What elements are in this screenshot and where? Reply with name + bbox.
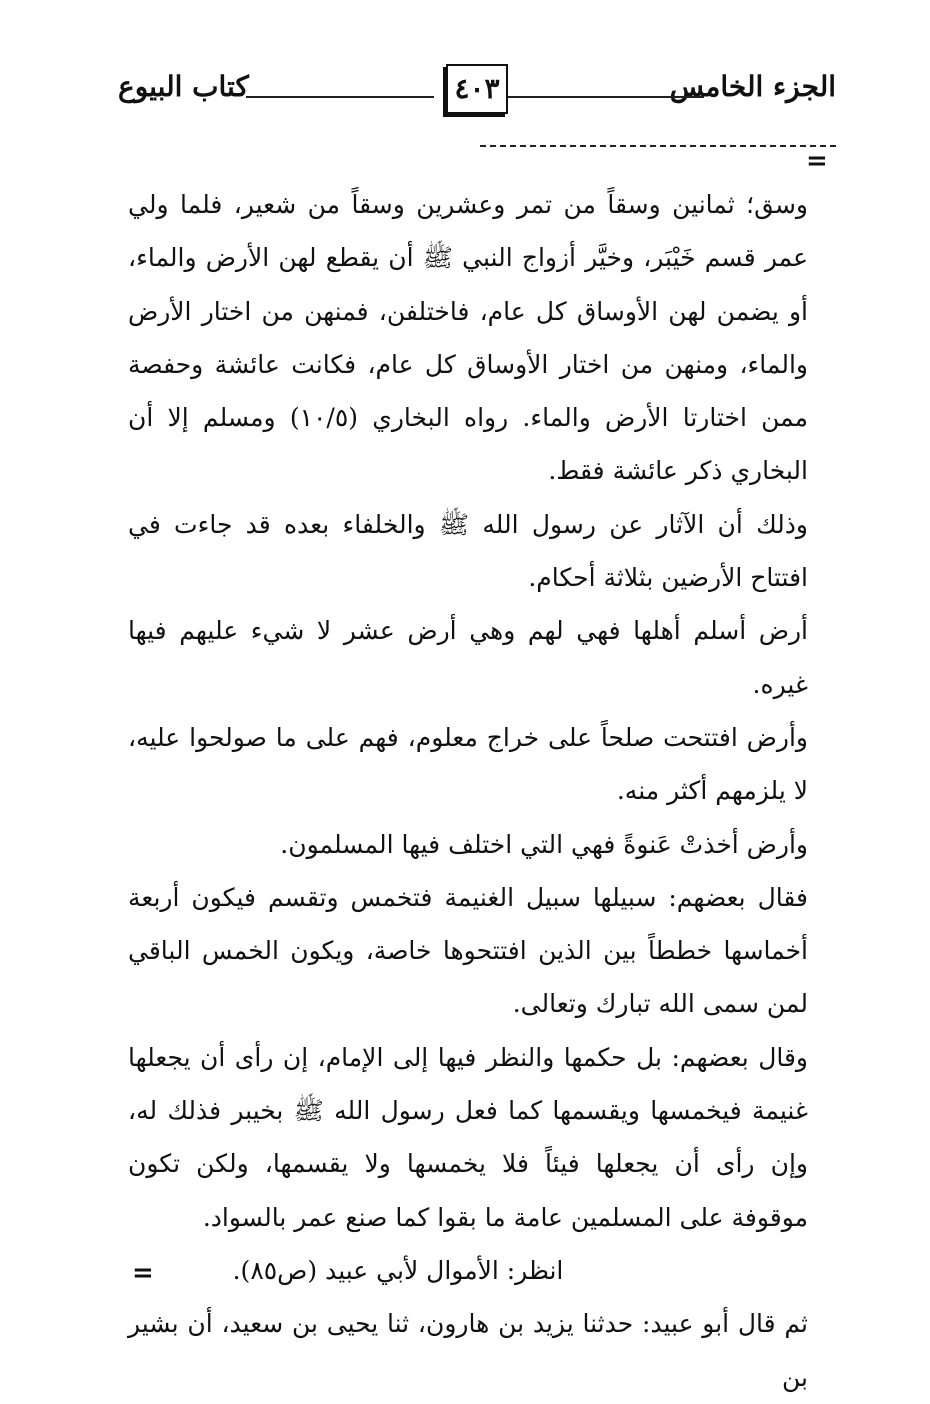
- paragraph-isnad: ثم قال أبو عبيد: حدثنا يزيد بن هارون، ثنا يحيى بن سعيد، أن بشير بن: [128, 1309, 808, 1392]
- part-title: الجزء الخامس: [669, 70, 836, 103]
- continuation-mark-top: =: [806, 146, 828, 176]
- paragraph-opinion-two: وقال بعضهم: بل حكمها والنظر فيها إلى الإمام، إن رأى أن يجعلها غنيمة فيخمسها ويقسمها كما فعل رسول الله ﷺ بخيبر فذلك له، وإن رأى أن يجعلها فيئاً فلا يخمسها ولا يقسمها، ولكن تكون موقوفة على المسلمين عامة ما بقوا كما صنع عمر بالسواد.: [128, 1042, 808, 1232]
- paragraph-ruling-one: أرض أسلم أهلها فهي لهم وهي أرض عشر لا شيء عليهم فيها غيره.: [128, 616, 808, 699]
- dashed-separator: [480, 145, 836, 147]
- book-title: كتاب البيوع: [118, 70, 249, 103]
- paragraph-ruling-two: وأرض افتتحت صلحاً على خراج معلوم، فهم على ما صولحوا عليه، لا يلزمهم أكثر منه.: [128, 722, 808, 806]
- page-number: ٤٠٣: [446, 64, 508, 114]
- continuation-mark-bottom: =: [132, 1258, 154, 1288]
- header-rule-right: [499, 96, 704, 98]
- body-text: [128, 178, 808, 1404]
- running-header: [118, 62, 836, 118]
- paragraph-ruling-three: وأرض أخذتْ عَنوةً فهي التي اختلف فيها المسلمون.: [280, 829, 808, 859]
- paragraph-hadith: وسق؛ ثمانين وسقاً من تمر وعشرين وسقاً من شعير، فلما ولي عمر قسم خَيْبَر، وخيَّر أزواج النبي ﷺ أن يقطع لهن الأرض والماء، أو يضمن لهن الأوساق كل عام، فاختلفن، فمنهن من اختار الأرض والماء، ومنهن من اختار الأوساق كل عام، فكانت عائشة وحفصة ممن اختارتا الأرض والماء. رواه البخاري (١٠/٥) ومسلم إلا أن البخاري ذكر عائشة فقط.: [128, 190, 808, 486]
- paragraph-opinion-one: فقال بعضهم: سبيلها سبيل الغنيمة فتخمس وتقسم فيكون أربعة أخماسها خططاً بين الذين افتتحوها خاصة، ويكون الخمس الباقي لمن سمى الله تبارك وتعالى.: [128, 882, 808, 1019]
- paragraph-three-rulings: وذلك أن الآثار عن رسول الله ﷺ والخلفاء بعده قد جاءت في افتتاح الأرضين بثلاثة أحكام.: [128, 509, 808, 593]
- header-rule-left: [246, 96, 434, 98]
- paragraph-reference: انظر: الأموال لأبي عبيد (ص٨٥).: [232, 1255, 564, 1285]
